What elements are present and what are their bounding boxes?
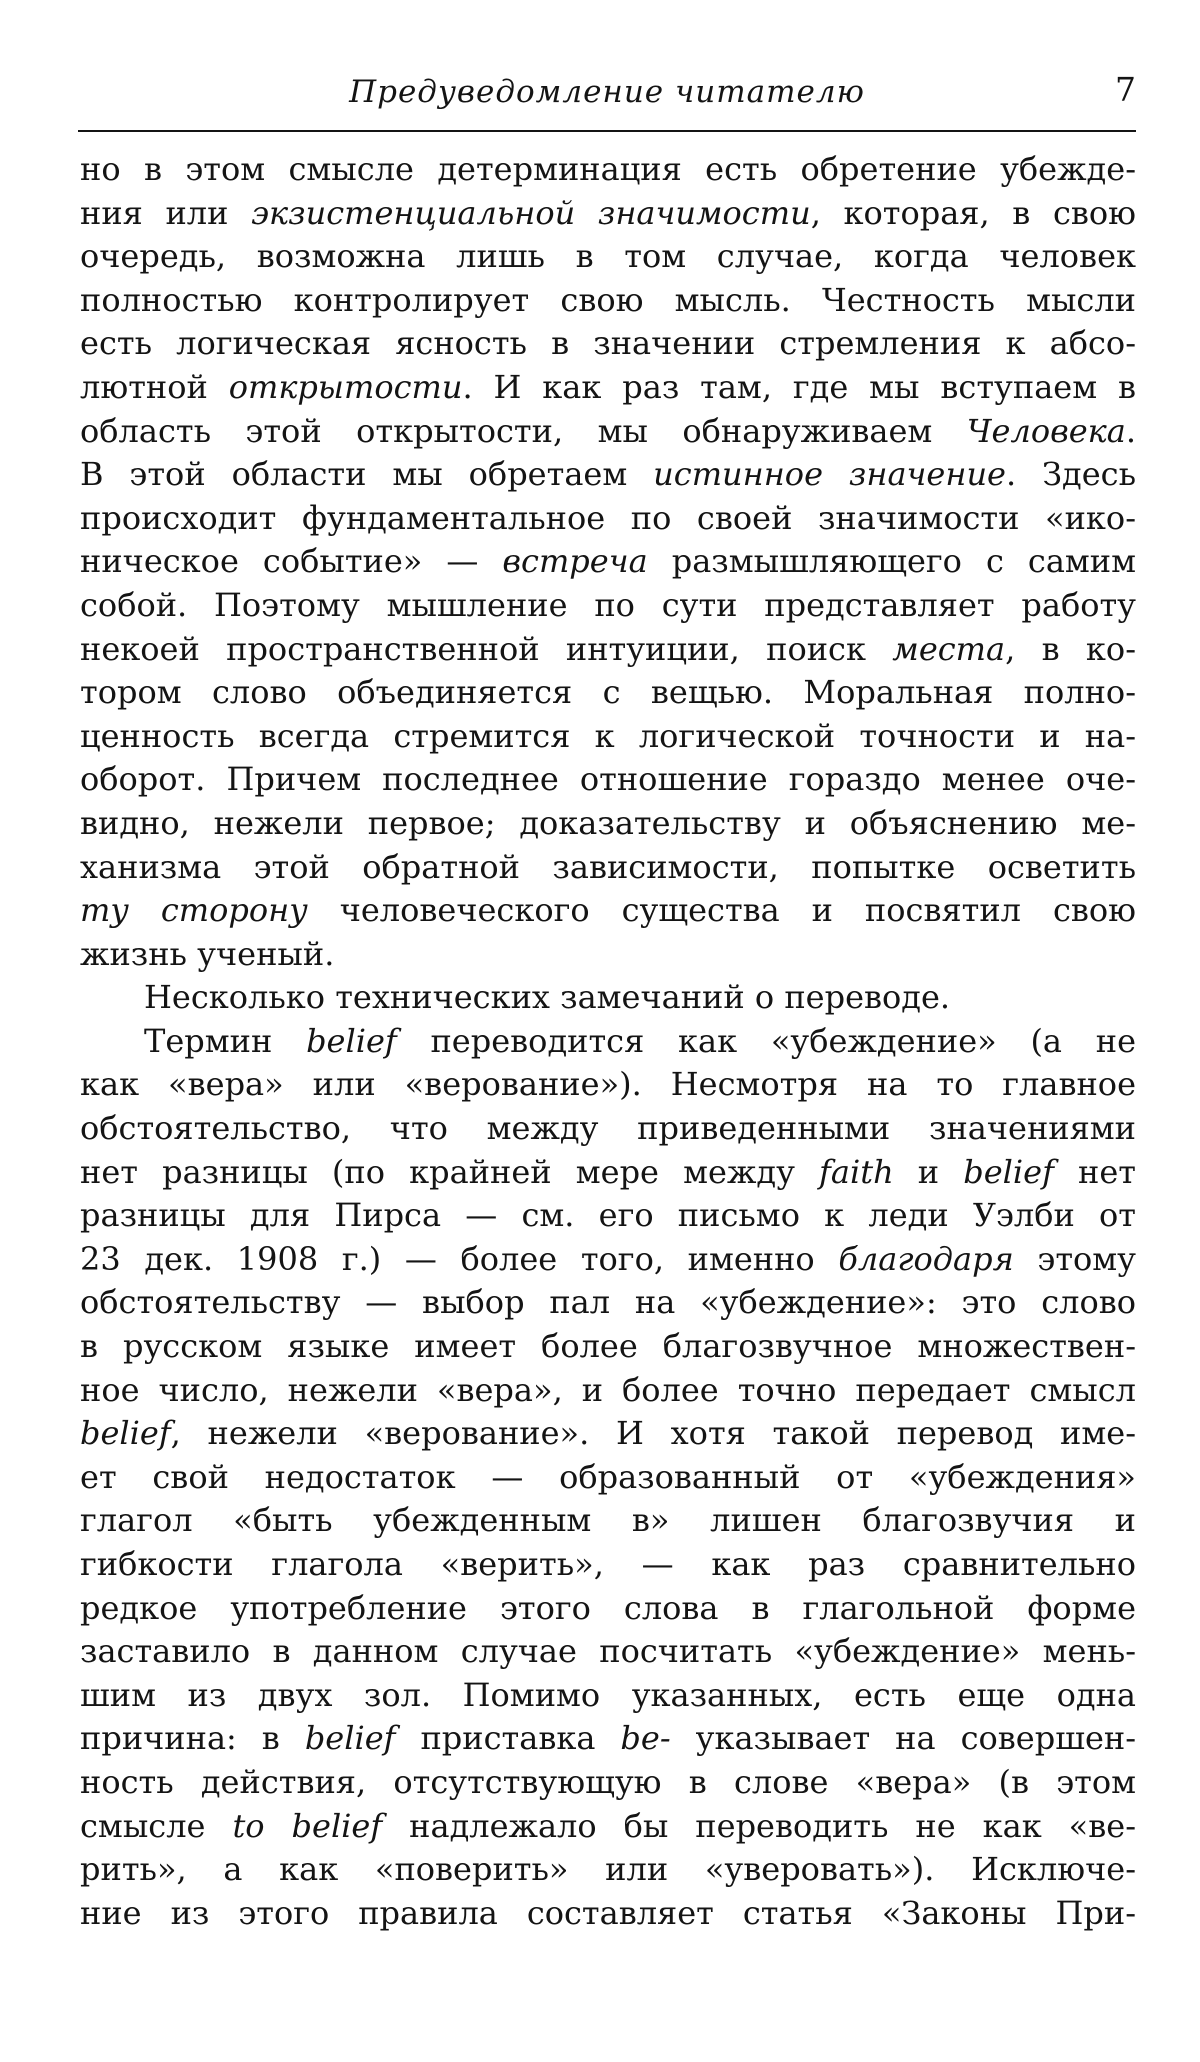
- text-line: [80, 715, 1136, 759]
- running-title: Предуведомление читателю: [349, 74, 865, 110]
- text-segment: разницы для Пирса — см. его письмо к леди Уэлби от: [80, 1196, 1136, 1235]
- text-line: [80, 1456, 1136, 1500]
- text-line: [80, 1194, 1136, 1238]
- text-segment: видно, нежели первое; доказательству и объяснению ме-: [80, 803, 1136, 842]
- text-segment: Несколько технических замечаний о переводе.: [144, 978, 951, 1017]
- italic-term: ту сторону: [80, 891, 308, 930]
- text-line: [80, 758, 1136, 802]
- italic-term: to belief: [232, 1806, 383, 1845]
- text-segment: в русском языке имеет более благозвучное множествен-: [80, 1327, 1136, 1366]
- text-line: [80, 1281, 1136, 1325]
- text-segment: Термин: [144, 1021, 307, 1060]
- italic-term: belief: [304, 1719, 396, 1758]
- text-segment: заставило в данном случае посчитать «убеждение» мень-: [80, 1632, 1136, 1671]
- italic-term: Человека: [966, 411, 1126, 450]
- text-segment: рить», а как «поверить» или «уверовать»). Исключе-: [80, 1850, 1136, 1889]
- text-line: [80, 1717, 1136, 1761]
- text-line: [80, 802, 1136, 846]
- text-segment: , в ко-: [1005, 629, 1137, 668]
- text-segment: происходит фундаментальное по своей значимости «ико-: [80, 498, 1136, 537]
- text-line: [80, 846, 1136, 890]
- text-line: [80, 235, 1136, 279]
- italic-term: благодаря: [838, 1239, 1014, 1278]
- text-line: [80, 1499, 1136, 1543]
- text-line: [80, 1107, 1136, 1151]
- text-segment: есть логическая ясность в значении стремления к абсо-: [80, 324, 1136, 363]
- text-line: [80, 1238, 1136, 1282]
- text-segment: обстоятельство, что между приведенными значениями: [80, 1109, 1136, 1148]
- italic-term: места: [892, 629, 1006, 668]
- text-line: [80, 1892, 1136, 1936]
- text-segment: ние из этого правила составляет статья «Законы При-: [80, 1893, 1136, 1932]
- text-line: [80, 1630, 1136, 1674]
- text-segment: приставка: [395, 1719, 621, 1758]
- text-line: [80, 453, 1136, 497]
- text-segment: , которая, в свою: [810, 193, 1137, 232]
- italic-term: экзистенциальной значимости: [251, 193, 811, 232]
- text-segment: область этой открытости, мы обнаруживаем: [80, 411, 967, 450]
- text-segment: В этой области мы обретаем: [80, 455, 654, 494]
- text-segment: но в этом смысле детерминация есть обретение убежде-: [80, 150, 1136, 188]
- text-segment: гибкости глагола «верить», — как раз сравнительно: [80, 1545, 1136, 1583]
- text-segment: ценность всегда стремится к логической точности и на-: [80, 716, 1136, 755]
- text-segment: , нежели «верование». И хотя такой перевод име-: [170, 1414, 1136, 1453]
- text-line: [80, 628, 1136, 672]
- text-segment: смысле: [80, 1806, 233, 1845]
- text-line: [80, 1063, 1136, 1107]
- text-segment: . Здесь: [1006, 455, 1137, 494]
- text-line: [80, 1805, 1136, 1849]
- text-segment: указывает на совершен-: [670, 1719, 1137, 1758]
- text-segment: ность действия, отсутствующую в слове «вера» (в этом: [80, 1762, 1136, 1801]
- text-segment: размышляющего с самим: [647, 542, 1137, 581]
- text-segment: редкое употребление этого слова в глагольной форме: [80, 1588, 1136, 1627]
- page-header: [78, 70, 1136, 132]
- text-segment: глагол «быть убежденным в» лишен благозвучия и: [80, 1501, 1136, 1540]
- text-segment: шим из двух зол. Помимо указанных, есть еще одна: [80, 1675, 1136, 1714]
- text-line: [80, 671, 1136, 715]
- text-segment: очередь, возможна лишь в том случае, когда человек: [80, 237, 1136, 276]
- italic-term: belief: [306, 1021, 397, 1060]
- text-segment: жизнь ученый.: [80, 934, 335, 973]
- text-segment: ет свой недостаток — образованный от «убеждения»: [80, 1457, 1136, 1496]
- text-line: [80, 1369, 1136, 1413]
- italic-term: belief: [80, 1414, 171, 1453]
- text-line: [80, 1325, 1136, 1369]
- text-segment: ное число, нежели «вера», и более точно передает смысл: [80, 1370, 1136, 1409]
- text-line: [80, 933, 1136, 977]
- text-segment: ническое событие» —: [80, 542, 503, 581]
- text-line: [80, 322, 1136, 366]
- text-segment: полностью контролирует свою мысль. Честность мысли: [80, 280, 1136, 319]
- text-line: [80, 366, 1136, 410]
- text-line: [80, 1848, 1136, 1892]
- text-line: [80, 1761, 1136, 1805]
- text-segment: этому: [1013, 1239, 1137, 1278]
- text-line: [80, 584, 1136, 628]
- text-segment: надлежало бы переводить не как «ве-: [382, 1806, 1137, 1845]
- text-segment: человеческого существа и посвятил свою: [307, 891, 1137, 930]
- text-segment: .: [1125, 411, 1136, 450]
- text-segment: обстоятельству — выбор пал на «убеждение»: это слово: [80, 1283, 1136, 1322]
- text-line: [80, 1543, 1136, 1587]
- italic-term: встреча: [502, 542, 648, 581]
- text-segment: лютной: [80, 367, 229, 406]
- text-line: [80, 192, 1136, 236]
- text-segment: и: [893, 1152, 964, 1191]
- text-line: [80, 1151, 1136, 1195]
- text-line: [80, 976, 1136, 1020]
- italic-term: be-: [620, 1719, 671, 1758]
- text-segment: . И как раз там, где мы вступаем в: [462, 367, 1137, 406]
- text-segment: как «вера» или «верование»). Несмотря на то главное: [80, 1065, 1136, 1104]
- text-line: [80, 279, 1136, 323]
- text-line: [80, 540, 1136, 584]
- text-segment: переводится как «убеждение» (а не: [396, 1021, 1137, 1060]
- text-line: [80, 889, 1136, 933]
- text-line: [80, 1674, 1136, 1718]
- text-segment: ния или: [80, 193, 252, 232]
- text-line: [80, 1587, 1136, 1631]
- text-segment: ханизма этой обратной зависимости, попытке осветить: [80, 847, 1136, 886]
- body-text: [80, 148, 1136, 1935]
- text-segment: оборот. Причем последнее отношение гораздо менее оче-: [80, 760, 1136, 799]
- page-number: 7: [1115, 70, 1136, 109]
- text-line: [80, 1020, 1136, 1064]
- text-segment: 23 дек. 1908 г.) — более того, именно: [80, 1239, 839, 1278]
- text-line: [80, 1412, 1136, 1456]
- italic-term: belief: [963, 1152, 1054, 1191]
- text-segment: причина: в: [80, 1719, 305, 1758]
- text-segment: тором слово объединяется с вещью. Моральная полно-: [80, 673, 1136, 712]
- text-segment: собой. Поэтому мышление по сути представляет работу: [80, 585, 1136, 624]
- text-segment: нет разницы (по крайней мере между: [80, 1152, 820, 1191]
- text-segment: некоей пространственной интуиции, поиск: [80, 629, 893, 668]
- text-line: [80, 148, 1136, 192]
- text-line: [80, 410, 1136, 454]
- italic-term: открытости: [228, 367, 463, 406]
- text-line: [80, 497, 1136, 541]
- italic-term: истинное значение: [653, 455, 1006, 494]
- italic-term: faith: [819, 1152, 894, 1191]
- text-segment: нет: [1053, 1152, 1137, 1191]
